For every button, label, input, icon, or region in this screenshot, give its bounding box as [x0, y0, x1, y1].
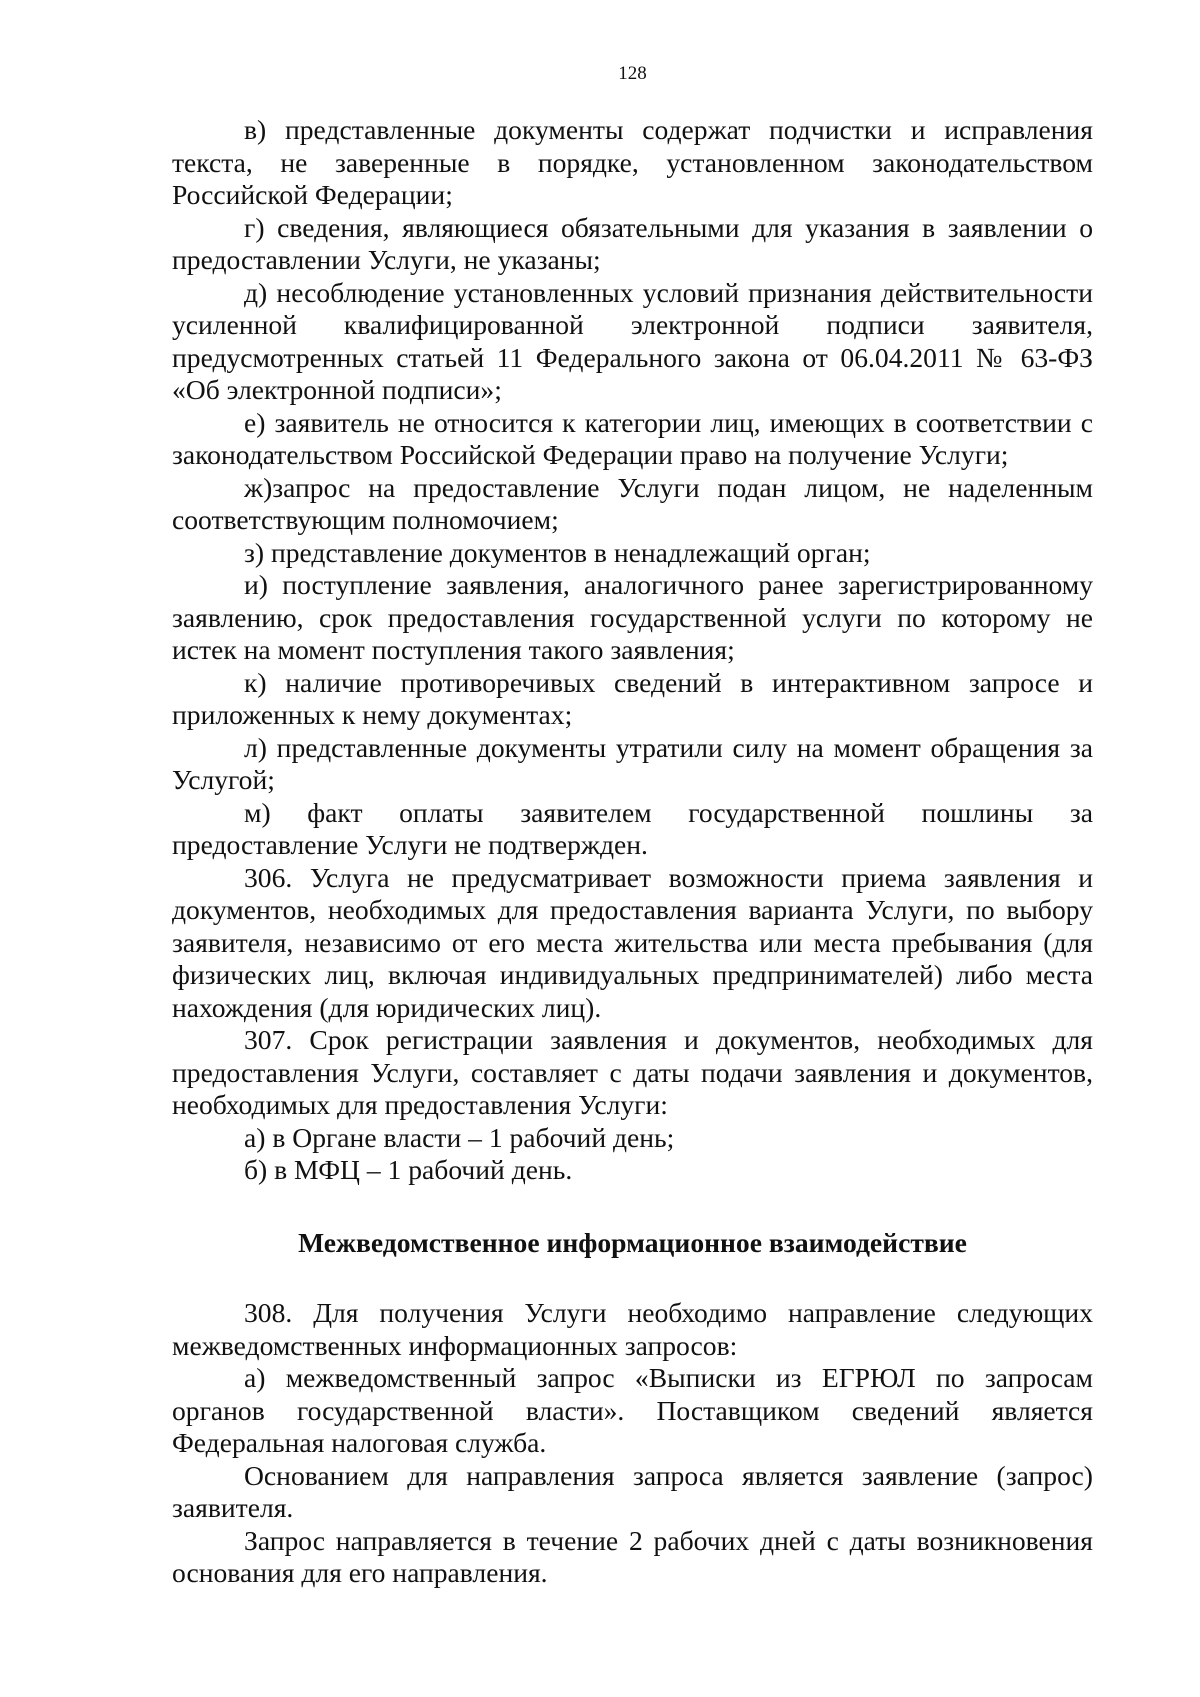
paragraph-307-b: б) в МФЦ – 1 рабочий день.: [244, 1154, 573, 1185]
paragraph-zh: ж)запрос на предоставление Услуги подан лицом, не наделенным соответствующим полномочием;: [172, 471, 1093, 535]
paragraph-307: 307. Срок регистрации заявления и документов, необходимых для предоставления Услуги, составляет с даты подачи заявления и документов, необходимых для предоставления Услуги:: [172, 1024, 1093, 1120]
page-number: 128: [618, 63, 647, 84]
section-heading: Межведомственное информационное взаимодействие: [298, 1226, 967, 1258]
paragraph-m: м) факт оплаты заявителем государственной пошлины за предоставление Услуги не подтвержден.: [172, 796, 1093, 860]
paragraph-g: г) сведения, являющиеся обязательными для указания в заявлении о предоставлении Услуги, не указаны;: [172, 211, 1093, 275]
paragraph-307-a: а) в Органе власти – 1 рабочий день;: [244, 1121, 675, 1153]
paragraph-308: 308. Для получения Услуги необходимо направление следующих межведомственных информационных запросов:: [172, 1297, 1093, 1361]
paragraph-306: 306. Услуга не предусматривает возможности приема заявления и документов, необходимых для предоставления варианта Услуги, по выбору заявителя, независимо от его места жительства или места пребывания (для физических лиц, включая индивидуальных предпринимателей) либо места нахождения (для юридических лиц).: [172, 861, 1093, 1023]
paragraph-l: л) представленные документы утратили силу на момент обращения за Услугой;: [172, 731, 1093, 795]
paragraph-d: д) несоблюдение установленных условий признания действительности усиленной квалифицированной электронной подписи заявителя, предусмотренных статьей 11 Федерального закона от 06.04.2011 № 63-ФЗ «Об электронной подписи»;: [172, 276, 1093, 405]
paragraph-k: к) наличие противоречивых сведений в интерактивном запросе и приложенных к нему документах;: [172, 666, 1093, 730]
paragraph-timing: Запрос направляется в течение 2 рабочих дней с даты возникновения основания для его направления.: [172, 1524, 1093, 1588]
paragraph-v: в) представленные документы содержат подчистки и исправления текста, не заверенные в порядке, установленном законодательством Российской Федерации;: [172, 114, 1093, 210]
paragraph-e: е) заявитель не относится к категории лиц, имеющих в соответствии с законодательством Российской Федерации право на получение Услуги;: [172, 406, 1093, 470]
paragraph-i: и) поступление заявления, аналогичного ранее зарегистрированному заявлению, срок предоставления государственной услуги по которому не истек на момент поступления такого заявления;: [172, 569, 1093, 665]
paragraph-basis: Основанием для направления запроса является заявление (запрос) заявителя.: [172, 1459, 1093, 1523]
paragraph-z: з) представление документов в ненадлежащий орган;: [244, 536, 871, 568]
paragraph-308-a: а) межведомственный запрос «Выписки из ЕГРЮЛ по запросам органов государственной власти». Поставщиком сведений является Федеральная налоговая служба.: [172, 1362, 1093, 1458]
